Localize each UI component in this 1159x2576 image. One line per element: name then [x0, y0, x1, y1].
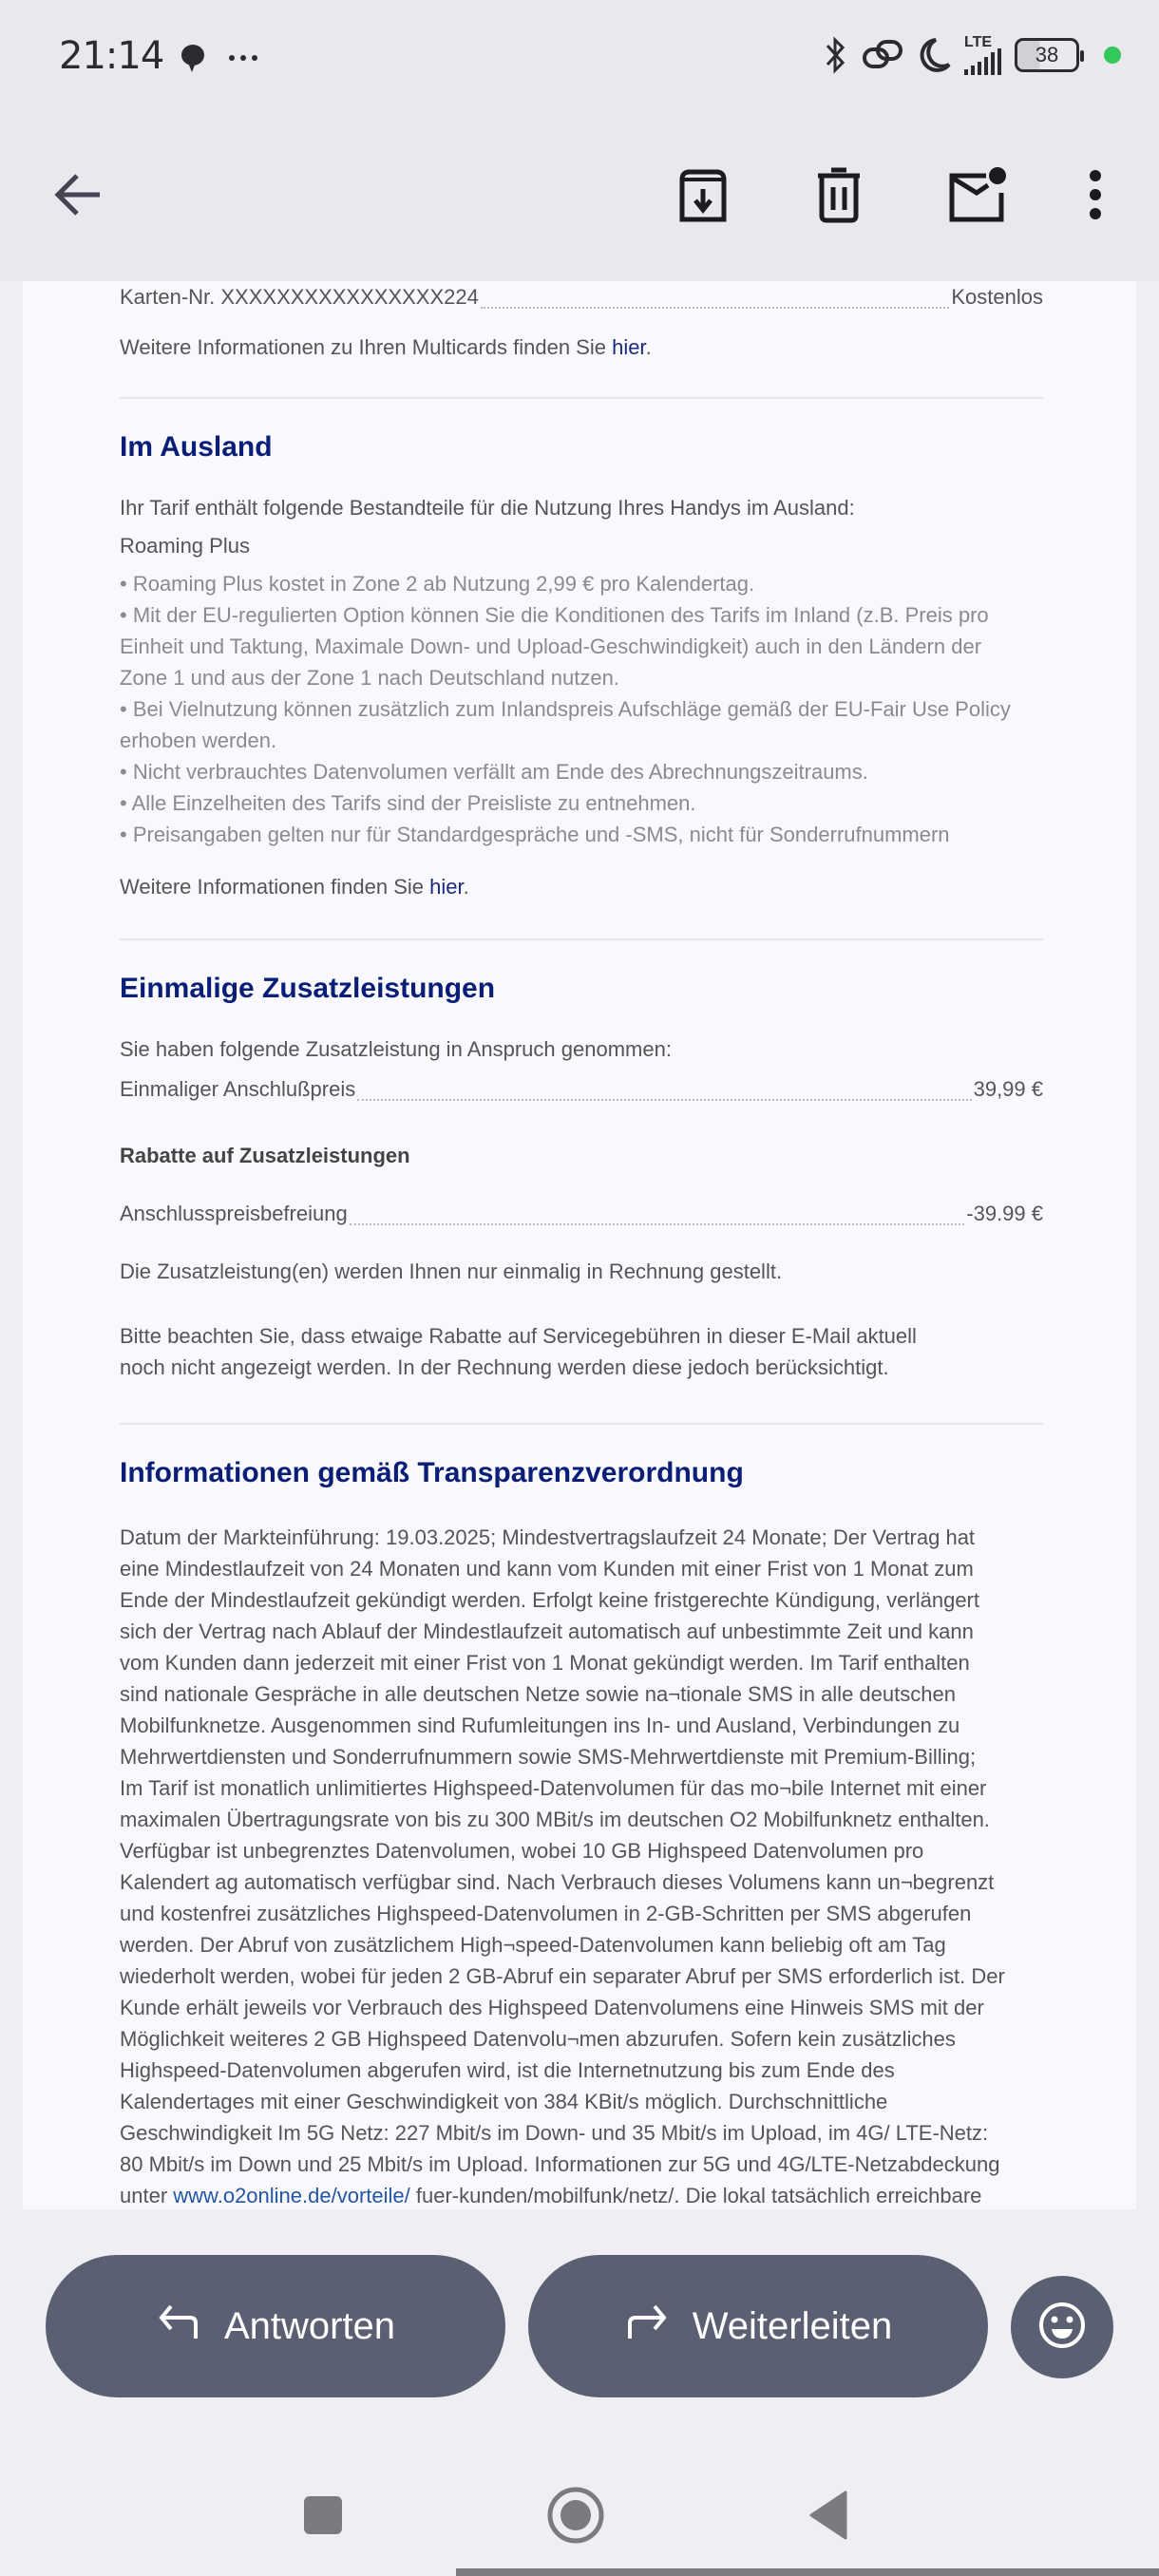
back-triangle-icon [808, 2491, 849, 2545]
text-line: Im Tarif ist monatlich unlimitiertes Highspeed-Datenvolumen für das mo¬bile Internet mit einer [120, 1776, 987, 1800]
forward-button[interactable] [528, 2255, 988, 2397]
ausland-intro: Ihr Tarif enthält folgende Bestandteile für die Nutzung Ihres Handys im Ausland: [120, 496, 855, 520]
text-line: Ende der Mindestlaufzeit gekündigt werden. Erfolgt keine fristgerechte Kündigung, verlängert [120, 1588, 979, 1612]
period: . [463, 875, 469, 899]
battery-icon [1015, 38, 1079, 72]
zusatz-note: Die Zusatzleistung(en) werden Ihnen nur einmalig in Rechnung gestellt. [120, 1260, 783, 1283]
text-line: sich der Vertrag nach Ablauf der Mindestlaufzeit automatisch auf unbestimmte Zeit und kann [120, 1619, 974, 1643]
bullet-item: • Preisangaben gelten nur für Standardgespräche und -SMS, nicht für Sonderrufnummern [120, 823, 950, 846]
bullet-item: • Mit der EU-regulierten Option können Sie die Konditionen des Tarifs im Inland (z.B. Preis pro Einheit und Taktung, Maximale Down- und Upload-Geschwindigkeit) auch in den Ländern der Zone 1 und aus der Zone 1 nach Deutschland nutzen. [120, 603, 989, 690]
text-line: sind nationale Gespräche in alle deutschen Netze sowie na¬tionale SMS in alle deutschen [120, 1682, 956, 1706]
card-number-row [120, 281, 1043, 313]
scroll-indicator[interactable] [456, 2568, 1159, 2576]
bullet-item: • Alle Einzelheiten des Tarifs sind der Preisliste zu entnehmen. [120, 791, 696, 815]
text-line: Geschwindigkeit Im 5G Netz: 227 Mbit/s im Down- und 35 Mbit/s im Upload, im 4G/ LTE-Netz: [120, 2121, 989, 2145]
card-number-value: Kostenlos [951, 285, 1043, 309]
multicards-info [120, 331, 1043, 363]
reply-button[interactable] [46, 2255, 505, 2397]
discount-row [120, 1198, 1043, 1229]
section-title-transparenz: Informationen gemäß Transparenzverordnung [120, 1457, 744, 1488]
bluetooth-icon [822, 34, 848, 76]
multicards-info-text: Weitere Informationen zu Ihren Multicards finden Sie [120, 335, 613, 359]
ausland-link[interactable]: hier [429, 875, 464, 899]
lte-signal-icon [964, 35, 1001, 75]
text-line: wiederholt werden, wobei für jeden 2 GB-Abruf ein separater Abruf per SMS erforderlich ist. Der [120, 1964, 1005, 1988]
battery-level: 38 [1035, 43, 1059, 66]
transparenz-text [120, 1522, 1043, 2209]
text-line-with-link [120, 2180, 1043, 2209]
period: . [645, 335, 652, 359]
more-dots-icon [228, 53, 258, 63]
text-line: Kalendert ag automatisch verfügbar sind. Nach Verbrauch dieses Volumens kann un¬begrenzt [120, 1870, 995, 1894]
moon-icon [917, 36, 951, 74]
text-line: eine Mindestlaufzeit von 24 Monaten und kann vom Kunden mit einer Frist von 1 Monat zum [120, 1557, 974, 1581]
green-dot-icon [1104, 47, 1121, 64]
reply-arrow-icon [156, 2299, 201, 2354]
more-info-text: Weitere Informationen finden Sie [120, 875, 430, 899]
text-line: Datum der Markteinführung: 19.03.2025; Mindestvertragslaufzeit 24 Monate; Der Vertrag hat [120, 1525, 976, 1549]
forward-arrow-icon [624, 2299, 670, 2354]
system-navigation-bar [0, 2432, 1159, 2576]
roaming-option: Roaming Plus [120, 534, 250, 558]
back-button[interactable] [34, 154, 120, 239]
ausland-more-info [120, 871, 1043, 902]
home-button[interactable] [538, 2479, 614, 2555]
zusatz-item-row [120, 1073, 1043, 1105]
chat-bubble-icon [179, 42, 207, 74]
arrow-left-icon [50, 168, 104, 226]
archive-icon [674, 166, 732, 228]
dotted-leader [481, 307, 950, 309]
network-type: LTE [964, 34, 993, 50]
text-line: 80 Mbit/s im Down und 25 Mbit/s im Upload. Informationen zur 5G und 4G/LTE-Netzabdeckung [120, 2152, 1000, 2176]
dotted-leader [357, 1099, 971, 1101]
archive-button[interactable] [660, 154, 746, 239]
link-icon [862, 36, 903, 74]
bullet-item: • Nicht verbrauchtes Datenvolumen verfällt am Ende des Abrechnungszeitraums. [120, 760, 868, 784]
email-toolbar [0, 114, 1159, 281]
section-divider [120, 397, 1043, 399]
emoji-smile-icon [1036, 2300, 1088, 2356]
mark-unread-icon [946, 166, 1007, 228]
section-divider [120, 938, 1043, 940]
more-options-button[interactable] [1053, 154, 1138, 239]
text-suffix: fuer-kunden/mobilfunk/netz/. Die lokal tatsächlich erreichbare [409, 2184, 982, 2207]
text-line: vom Kunden dann jederzeit mit einer Frist von 1 Monat gekündigt werden. Im Tarif enthalten [120, 1651, 970, 1675]
text-line: Mehrwertdiensten und Sonderrufnummern sowie SMS-Mehrwertdienste mit Premium-Billing; [120, 1745, 977, 1769]
text-line: Highspeed-Datenvolumen abgerufen wird, ist die Internetnutzung bis zum Ende des [120, 2058, 895, 2082]
multicards-link[interactable]: hier [612, 335, 646, 359]
forward-label: Weiterleiten [692, 2304, 893, 2347]
more-vert-icon [1089, 169, 1102, 225]
back-nav-button[interactable] [790, 2479, 866, 2555]
zusatz-item-label: Einmaliger Anschlußpreis [120, 1077, 356, 1101]
section-divider [120, 1423, 1043, 1425]
status-bar [0, 0, 1159, 114]
trash-icon [812, 166, 865, 228]
reply-label: Antworten [223, 2304, 396, 2347]
text-line: maximalen Übertragungsrate von bis zu 300 MBit/s im deutschen O2 Mobilfunknetz enthalten. [120, 1808, 990, 1831]
delete-button[interactable] [796, 154, 882, 239]
discount-title: Rabatte auf Zusatzleistungen [120, 1144, 410, 1167]
email-body[interactable] [23, 281, 1136, 2209]
card-number-label: Karten-Nr. XXXXXXXXXXXXXXXX224 [120, 285, 479, 309]
section-title-ausland: Im Ausland [120, 431, 273, 463]
text-prefix: unter [120, 2184, 174, 2207]
text-line: Verfügbar ist unbegrenztes Datenvolumen, wobei 10 GB Highspeed Datenvolumen pro [120, 1839, 924, 1863]
bullet-item: • Roaming Plus kostet in Zone 2 ab Nutzung 2,99 € pro Kalendertag. [120, 572, 755, 596]
bullet-item: • Bei Vielnutzung können zusätzlich zum Inlandspreis Aufschläge gemäß der EU-Fair Use Policy erhoben werden. [120, 697, 1011, 752]
mark-unread-button[interactable] [934, 154, 1019, 239]
zusatz-intro: Sie haben folgende Zusatzleistung in Anspruch genommen: [120, 1037, 672, 1061]
text-line: Kunde erhält jeweils vor Verbrauch des Highspeed Datenvolumens eine Hinweis SMS mit der [120, 1996, 984, 2019]
roaming-bullets [120, 568, 1032, 850]
rabatt-note: Bitte beachten Sie, dass etwaige Rabatte auf Servicegebühren in dieser E-Mail aktuell noch nicht angezeigt werden. In der Rechnung werden diese jedoch berücksichtigt. [120, 1324, 917, 1379]
recents-button[interactable] [285, 2479, 361, 2555]
text-line: Möglichkeit weiteres 2 GB Highspeed Datenvolu¬men abzurufen. Sofern kein zusätzliches [120, 2027, 956, 2051]
home-circle-icon [546, 2486, 605, 2549]
zusatz-item-value: 39,99 € [973, 1077, 1043, 1101]
text-line: Kalendertages mit einer Geschwindigkeit von 384 KBit/s möglich. Durchschnittliche [120, 2090, 888, 2113]
discount-label: Anschlusspreisbefreiung [120, 1202, 348, 1225]
text-line: Mobilfunknetze. Ausgenommen sind Rufumleitungen ins In- und Ausland, Verbindungen zu [120, 1714, 960, 1737]
emoji-reaction-button[interactable] [1011, 2276, 1113, 2378]
section-title-zusatz: Einmalige Zusatzleistungen [120, 973, 496, 1004]
discount-value: -39.99 € [966, 1202, 1043, 1225]
status-time: 21:14 [59, 34, 164, 78]
text-line: werden. Der Abruf von zusätzlichem High¬speed-Datenvolumen kann beliebig oft am Tag [120, 1933, 946, 1957]
text-line: und kostenfrei zusätzliches Highspeed-Datenvolumen in 2-GB-Schritten per SMS abgerufen [120, 1902, 972, 1925]
dotted-leader [350, 1223, 965, 1225]
o2-network-link[interactable]: www.o2online.de/vorteile/ [173, 2184, 410, 2207]
recents-square-icon [302, 2494, 344, 2541]
